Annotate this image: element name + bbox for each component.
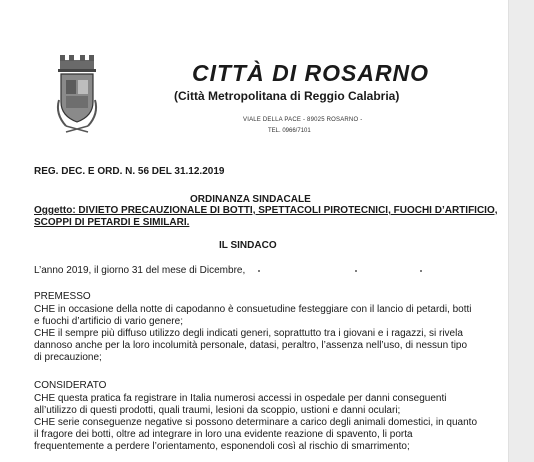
subject-line: SCOPPI DI PETARDI E SIMILARI. xyxy=(34,217,190,228)
scan-dot xyxy=(258,270,260,272)
paragraph-line: di precauzione; xyxy=(34,352,102,363)
ordinance-title: ORDINANZA SINDACALE xyxy=(190,194,311,205)
paragraph-line: e fuochi d’artificio di vario genere; xyxy=(34,316,183,327)
paragraph-line: CHE questa pratica fa registrare in Italia numerosi accessi in ospedale per danni conseguenti xyxy=(34,393,447,404)
paragraph-line: dannoso anche per la loro incolumità personale, datasi, peraltro, l’assenza nell’uso, di nessun tipo xyxy=(34,340,468,351)
premesso-text xyxy=(34,304,504,364)
paragraph-line: CHE il sempre più diffuso utilizzo degli indicati generi, soprattutto tra i giovani e i ragazzi, si rivela xyxy=(34,328,463,339)
phone-line: TEL. 0966/7101 xyxy=(268,128,311,134)
premesso-heading: PREMESSO xyxy=(34,291,91,302)
paragraph-line: CHE in occasione della notte di capodanno è consuetudine festeggiare con il lancio di petardi, botti xyxy=(34,304,472,315)
paragraph-line: CHE serie conseguenze negative si possono determinare a carico degli animali domestici, in quanto xyxy=(34,417,478,428)
considerato-heading: CONSIDERATO xyxy=(34,380,107,391)
mayor-heading: IL SINDACO xyxy=(219,240,277,251)
considerato-text xyxy=(34,393,504,453)
city-crest-icon xyxy=(52,52,102,136)
address-line: VIALE DELLA PACE - 89025 ROSARNO - xyxy=(243,117,363,123)
subject-block xyxy=(34,205,504,229)
city-title: CITTÀ DI ROSARNO xyxy=(192,60,430,86)
scan-dot xyxy=(355,270,357,272)
date-line: L’anno 2019, il giorno 31 del mese di Dicembre, xyxy=(34,265,246,276)
viewer-gutter xyxy=(508,0,534,462)
paragraph-line: il fragore dei botti, oltre ad integrare in loro una evidente reazione di spavento, li porta xyxy=(34,429,413,440)
subject-line: Oggetto: DIVIETO PRECAUZIONALE DI BOTTI, SPETTACOLI PIROTECNICI, FUOCHI D’ARTIFICIO, xyxy=(34,205,498,216)
city-subtitle: (Città Metropolitana di Reggio Calabria) xyxy=(174,89,400,103)
paragraph-line: all’utilizzo di questi prodotti, quali traumi, lesioni da scoppio, ustioni e danni oculari; xyxy=(34,405,401,416)
scan-dot xyxy=(420,270,422,272)
registration-number: REG. DEC. E ORD. N. 56 DEL 31.12.2019 xyxy=(34,166,225,177)
paragraph-line: frequentemente a perdere l’orientamento, esponendoli così al rischio di smarrimento; xyxy=(34,441,410,452)
